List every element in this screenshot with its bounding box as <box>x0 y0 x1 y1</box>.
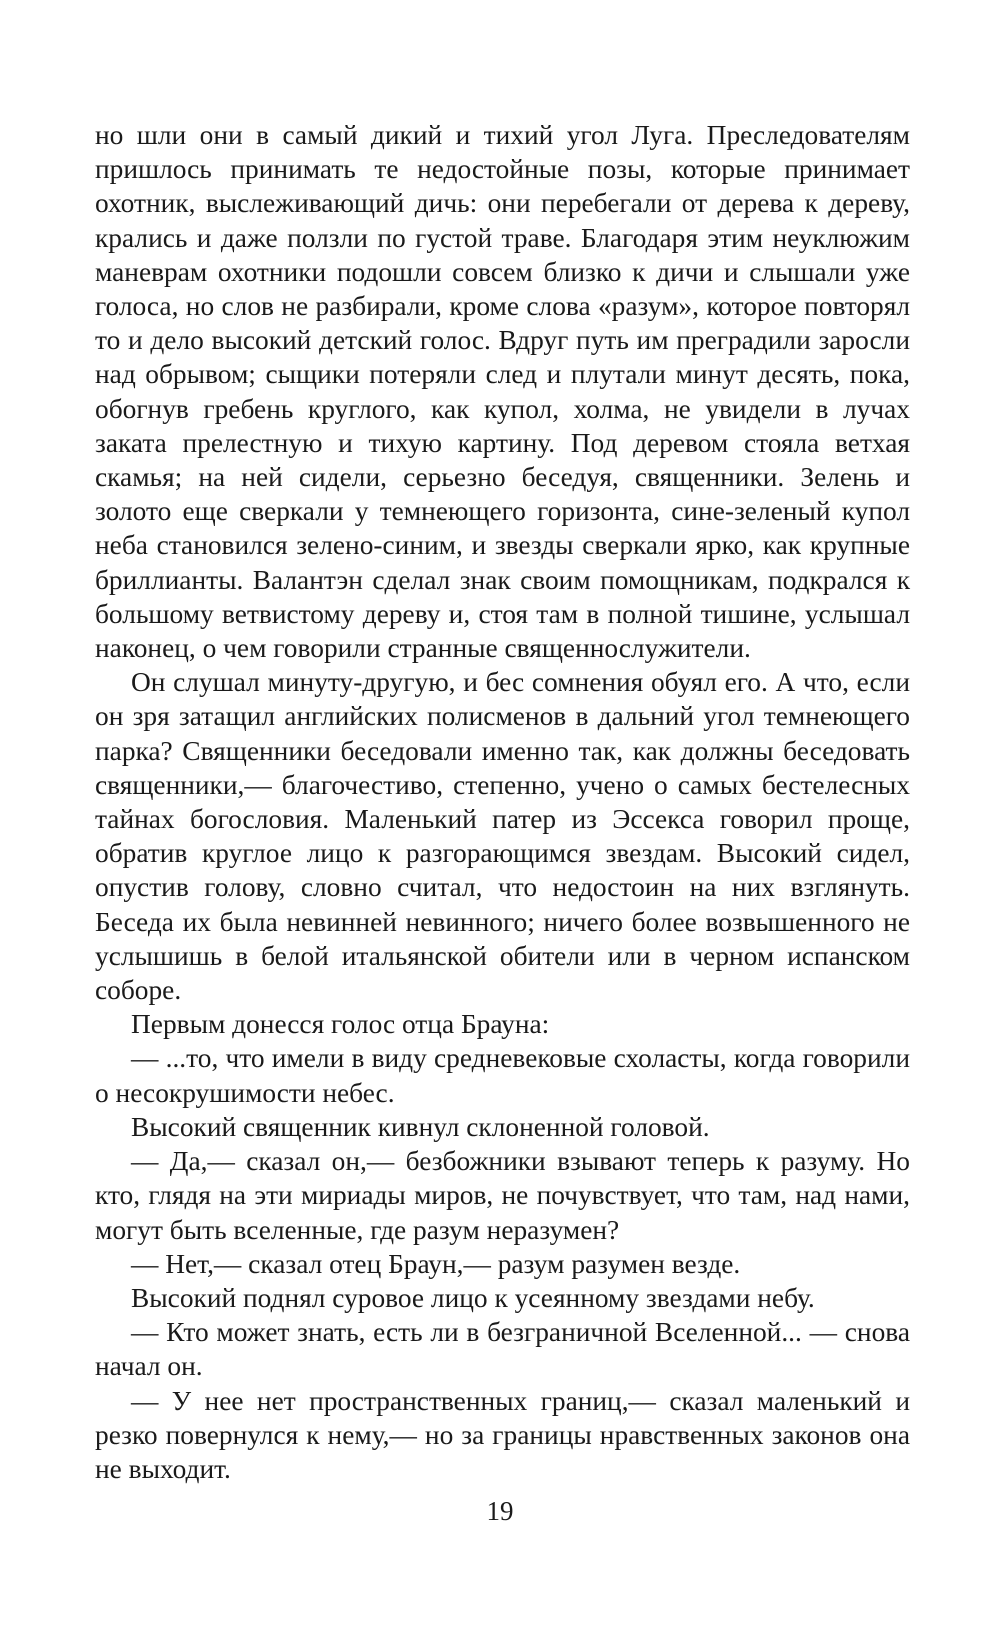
paragraph: Он слушал минуту-другую, и бес сомнения обуял его. А что, если он зря затащил английских полисменов в дальний угол темнеющего парка? Священники беседовали именно так, как должны беседовать священники,— благочестиво, степенно, учено о самых бестелесных тайнах богословия. Маленький патер из Эссекса говорил проще, обратив круглое лицо к разгорающимся звездам. Высокий сидел, опустив голову, словно считал, что недостоин на них взглянуть. Беседа их была невинней невинного; ничего более возвышенного не услышишь в белой итальянской обители или в черном испанском соборе. <box>95 667 910 1006</box>
paragraph: Высокий священник кивнул склоненной головой. <box>131 1111 710 1142</box>
page-number: 19 <box>486 1496 514 1526</box>
paragraph: Высокий поднял суровое лицо к усеянному звездами небу. <box>131 1282 815 1313</box>
paragraph: Первым донесся голос отца Брауна: <box>131 1009 550 1040</box>
dialogue-line: — Нет,— сказал отец Браун,— разум разумен везде. <box>131 1248 741 1279</box>
dialogue-line: — У нее нет пространственных границ,— сказал маленький и резко повернулся к нему,— но за границы нравственных законов она не выходит. <box>95 1385 910 1484</box>
dialogue-line: — Да,— сказал он,— безбожники взывают теперь к разуму. Но кто, глядя на эти мириады миров, не почувствует, что там, над нами, могут быть вселенные, где разум неразумен? <box>95 1146 910 1245</box>
page-body <box>95 118 910 1486</box>
dialogue-line: — Кто может знать, есть ли в безграничной Вселенной... — снова начал он. <box>95 1317 910 1382</box>
paragraph-continuation: но шли они в самый дикий и тихий угол Луга. Преследователям пришлось принимать те недостойные позы, которые принимает охотник, выслеживающий дичь: они перебегали от дерева к дереву, крались и даже ползли по густой траве. Благодаря этим неуклюжим маневрам охотники подошли совсем близко к дичи и слышали уже голоса, но слов не разбирали, кроме слова «разум», которое повторял то и дело высокий детский голос. Вдруг путь им преградили заросли над обрывом; сыщики потеряли след и плутали минут десять, пока, обогнув гребень круглого, как купол, холма, не увидели в лучах заката прелестную и тихую картину. Под деревом стояла ветхая скамья; на ней сидели, серьезно беседуя, священники. Зелень и золото еще сверкали у темнеющего горизонта, сине-зеленый купол неба становился зелено-синим, и звезды сверкали ярко, как крупные бриллианты. Валантэн сделал знак своим помощникам, подкрался к большому ветвистому дереву и, стоя там в полной тишине, услышал наконец, о чем говорили странные священнослужители. <box>95 120 910 664</box>
dialogue-line: — ...то, что имели в виду средневековые схоласты, когда говорили о несокрушимости небес. <box>95 1043 910 1108</box>
